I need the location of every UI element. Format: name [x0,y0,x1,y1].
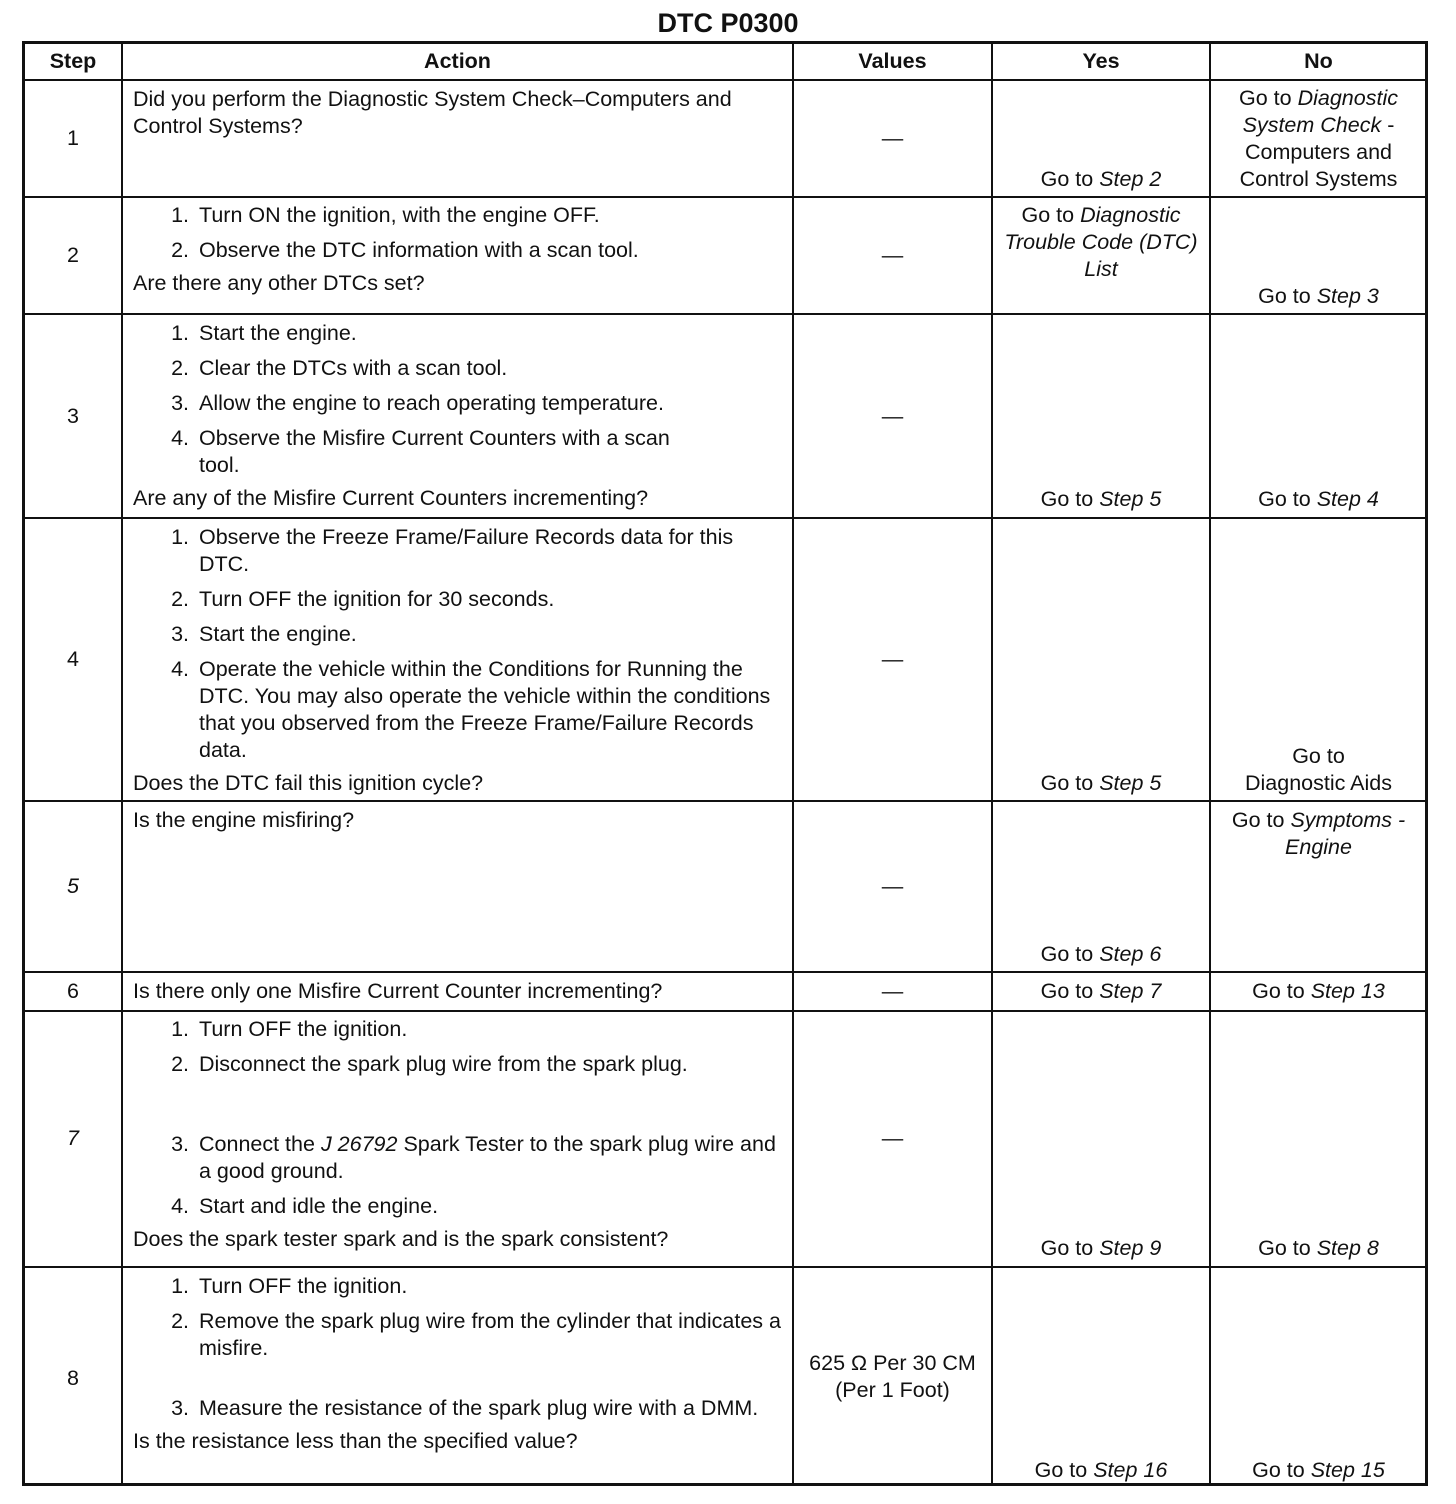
list-item: 1. Turn ON the ignition, with the engine OFF. [171,203,600,227]
yes-link[interactable]: Diagnostic Trouble Code (DTC) List [1004,203,1198,281]
yes-goto[interactable] [993,770,1209,797]
column-divider [121,44,123,1483]
action-text [133,320,733,512]
goto-prefix: Go to [1040,771,1094,795]
header-yes: Yes [1082,49,1120,73]
yes-goto[interactable] [993,978,1209,1005]
list-item: 2. Disconnect the spark plug wire from the spark plug. [171,1052,688,1076]
no-goto[interactable] [1211,486,1426,513]
action-text: Did you perform the Diagnostic System Check–Computers and Control Systems? [133,87,732,138]
value-dash: — [881,243,904,267]
list-item: 3. Allow the engine to reach operating temperature. [171,391,664,415]
yes-link[interactable]: Step 5 [1099,487,1162,511]
no-goto[interactable] [1211,978,1426,1005]
step-number: 1 [67,126,79,150]
page-title: DTC P0300 [657,8,799,38]
no-link[interactable]: Diagnostic Aids [1245,771,1392,795]
list-item: 4. Start and idle the engine. [171,1194,439,1218]
no-link[interactable]: Step 15 [1310,1458,1385,1482]
list-item: 1. Observe the Freeze Frame/Failure Records data for this DTC. [171,525,734,576]
row-divider [25,79,1425,81]
goto-prefix: Go to [1252,1458,1305,1482]
step-number: 8 [67,1366,79,1390]
goto-prefix: Go to [1040,487,1094,511]
list-item: 2. Turn OFF the ignition for 30 seconds. [171,587,555,611]
header-step: Step [49,49,97,73]
goto-prefix: Go to [1252,979,1305,1003]
yes-goto[interactable] [993,166,1209,193]
no-goto[interactable] [1211,283,1426,310]
yes-goto[interactable] [993,1457,1209,1484]
no-goto[interactable] [1211,1235,1426,1262]
action-text [133,1016,788,1253]
header-no: No [1304,49,1333,73]
goto-prefix: Go to [1040,979,1094,1003]
action-text [133,1273,788,1455]
no-link[interactable]: Step 8 [1316,1236,1379,1260]
yes-link[interactable]: Step 5 [1099,771,1162,795]
action-text [133,524,788,797]
value-dash: — [881,1126,904,1150]
list-item: 2. Observe the DTC information with a scan tool. [171,238,639,262]
yes-goto[interactable] [993,202,1209,283]
goto-prefix: Go to [1258,487,1311,511]
no-goto[interactable] [1211,85,1426,193]
list-item: 3. Measure the resistance of the spark plug wire with a DMM. [171,1396,759,1420]
action-question: Is the resistance less than the specified value? [133,1429,578,1453]
goto-prefix: Go to [1231,808,1285,832]
list-item: 1. Start the engine. [171,321,357,345]
action-question: Are there any other DTCs set? [133,271,425,295]
row-divider [25,1010,1425,1012]
step-number: 5 [67,874,79,898]
value-dash: — [881,404,904,428]
goto-prefix: Go to [1040,942,1094,966]
row-divider [25,1266,1425,1268]
no-link[interactable]: Step 3 [1316,284,1379,308]
list-item: 1. Turn OFF the ignition. [171,1274,408,1298]
yes-goto[interactable] [993,486,1209,513]
row-divider [25,971,1425,973]
yes-link[interactable]: Step 2 [1099,167,1162,191]
tool-number: J 26792 [320,1132,398,1156]
value-dash: — [881,647,904,671]
list-item: 1. Turn OFF the ignition. [171,1017,408,1041]
step-number: 7 [67,1126,79,1150]
goto-prefix: Go to [1258,1236,1311,1260]
action-question: Does the DTC fail this ignition cycle? [133,771,484,795]
diagnostic-table [22,41,1428,1486]
goto-prefix: Go to [1258,284,1311,308]
no-goto[interactable] [1221,807,1416,861]
goto-prefix: Go to [1040,1236,1094,1260]
row-divider [25,517,1425,519]
goto-prefix: Go to [1021,203,1075,227]
action-text: Is there only one Misfire Current Counter incrementing? [133,979,663,1003]
list-item: 3. Start the engine. [171,622,357,646]
list-item: 3. Connect the J 26792 Spark Tester to the spark plug wire and a good ground. [171,1132,776,1183]
action-question: Are any of the Misfire Current Counters incrementing? [133,486,649,510]
action-question: Does the spark tester spark and is the spark consistent? [133,1227,669,1251]
header-values: Values [858,49,927,73]
row-divider [25,313,1425,315]
value-dash: — [881,126,904,150]
no-goto[interactable] [1211,1457,1426,1484]
row-divider [25,800,1425,802]
value-dash: — [881,874,904,898]
list-item: 2. Remove the spark plug wire from the cylinder that indicates a misfire. [171,1309,781,1360]
yes-goto[interactable] [993,1235,1209,1262]
no-rest: - Computers and Control Systems [1239,113,1398,191]
action-text: Is the engine misfiring? [133,808,355,832]
yes-link[interactable]: Step 6 [1099,942,1162,966]
action-text [133,202,788,297]
no-link[interactable]: Step 13 [1310,979,1385,1003]
header-action: Action [424,49,491,73]
value-line-2: (Per 1 Foot) [835,1378,950,1402]
step-number: 2 [67,243,79,267]
list-item: 4. Operate the vehicle within the Conditions for Running the DTC. You may also operate the vehicle within the conditions that you observed from the Freeze Frame/Failure Records data. [171,657,771,762]
no-link[interactable]: Step 4 [1316,487,1379,511]
goto-prefix: Go to [1292,744,1345,768]
no-link[interactable]: Symptoms - Engine [1285,808,1406,859]
list-item: 4. Observe the Misfire Current Counters with a scan tool. [171,426,670,477]
yes-goto[interactable] [993,941,1209,968]
value-line-1: 625 Ω Per 30 CM [809,1351,976,1375]
yes-link[interactable]: Step 7 [1099,979,1162,1003]
row-divider [25,196,1425,198]
step-number: 4 [67,647,79,671]
no-goto[interactable] [1211,743,1426,797]
goto-prefix: Go to [1034,1458,1088,1482]
value-spec [794,1350,991,1404]
step-number: 3 [67,404,79,428]
yes-link[interactable]: Step 9 [1099,1236,1162,1260]
step-number: 6 [67,979,79,1003]
list-item: 2. Clear the DTCs with a scan tool. [171,356,508,380]
goto-prefix: Go to [1239,86,1292,110]
goto-prefix: Go to [1040,167,1094,191]
no-link[interactable]: Diagnostic System Check [1242,86,1398,137]
value-dash: — [881,979,904,1003]
yes-link[interactable]: Step 16 [1093,1458,1168,1482]
